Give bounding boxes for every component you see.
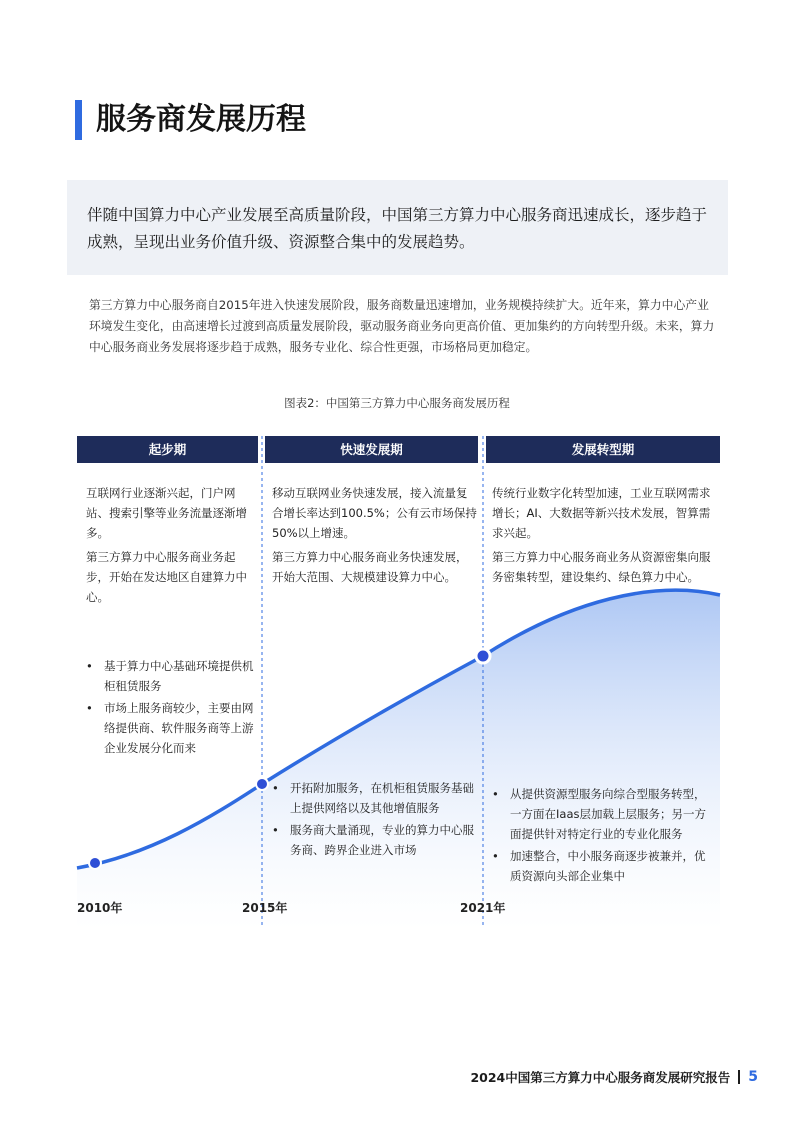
year-label-2010: 2010年 — [77, 901, 123, 915]
list-item: • 加速整合，中小服务商逐步被兼并，优质资源向头部企业集中 — [492, 846, 716, 886]
list-item: • 市场上服务商较少，主要由网络提供商、软件服务商等上游企业发展分化而来 — [86, 698, 256, 758]
phase-description-startup — [86, 483, 251, 611]
phase-description-rapid-growth — [272, 483, 477, 591]
phase-desc-text: 传统行业数字化转型加速，工业互联网需求增长；AI、大数据等新兴技术发展，智算需求兴起。 — [492, 486, 711, 540]
list-item: • 服务商大量涌现，专业的算力中心服务商、跨界企业进入市场 — [272, 820, 477, 860]
milestone-dot-2021 — [476, 649, 490, 663]
phase-bullets-startup — [86, 656, 256, 760]
phase-desc-text: 第三方算力中心服务商业务快速发展，开始大范围、大规模建设算力中心。 — [272, 550, 468, 584]
phase-header-startup: 起步期 — [77, 436, 258, 463]
page-title: 服务商发展历程 — [96, 102, 306, 137]
list-item: • 开拓附加服务，在机柜租赁服务基础上提供网络以及其他增值服务 — [272, 778, 477, 818]
figure-caption: 图表2：中国第三方算力中心服务商发展历程 — [284, 396, 510, 410]
footer-separator — [738, 1070, 740, 1084]
year-label-2021: 2021年 — [460, 901, 506, 915]
phase-header-transformation: 发展转型期 — [486, 436, 720, 463]
phase-desc-text: 互联网行业逐渐兴起，门户网站、搜索引擎等业务流量逐渐增多。 — [86, 486, 247, 540]
list-item: • 从提供资源型服务向综合型服务转型，一方面在Iaas层加载上层服务；另一方面提供针对特定行业的专业化服务 — [492, 784, 716, 844]
phase-header-rapid-growth: 快速发展期 — [265, 436, 478, 463]
phase-desc-text: 移动互联网业务快速发展，接入流量复合增长率达到100.5%；公有云市场保持50%以上增速。 — [272, 486, 477, 540]
milestone-dot-2010 — [89, 857, 101, 869]
phase-description-transformation — [492, 483, 720, 591]
page-footer — [470, 1068, 758, 1086]
summary-text: 伴随中国算力中心产业发展至高质量阶段，中国第三方算力中心服务商迅速成长，逐步趋于成熟，呈现出业务价值升级、资源整合集中的发展趋势。 — [87, 206, 708, 251]
year-label-2015: 2015年 — [242, 901, 288, 915]
page-number: 5 — [748, 1069, 758, 1085]
phase-desc-text: 第三方算力中心服务商业务起步，开始在发达地区自建算力中心。 — [86, 550, 247, 604]
intro-paragraph: 第三方算力中心服务商自2015年进入快速发展阶段，服务商数量迅速增加，业务规模持续扩大。近年来，算力中心产业环境发生变化，由高速增长过渡到高质量发展阶段，驱动服务商业务向更高价值、更加集约的方向转型升级。未来，算力中心服务商业务发展将逐步趋于成熟，服务专业化、综合性更强，市场格局更加稳定。 — [89, 298, 715, 354]
list-item: • 基于算力中心基础环境提供机柜租赁服务 — [86, 656, 256, 696]
phase-bullets-transformation — [492, 784, 716, 888]
phase-bullets-rapid-growth — [272, 778, 477, 862]
milestone-dot-2015 — [256, 778, 268, 790]
footer-report-title: 2024中国第三方算力中心服务商发展研究报告 — [470, 1070, 731, 1085]
phase-desc-text: 第三方算力中心服务商业务从资源密集向服务密集转型，建设集约、绿色算力中心。 — [492, 550, 711, 584]
